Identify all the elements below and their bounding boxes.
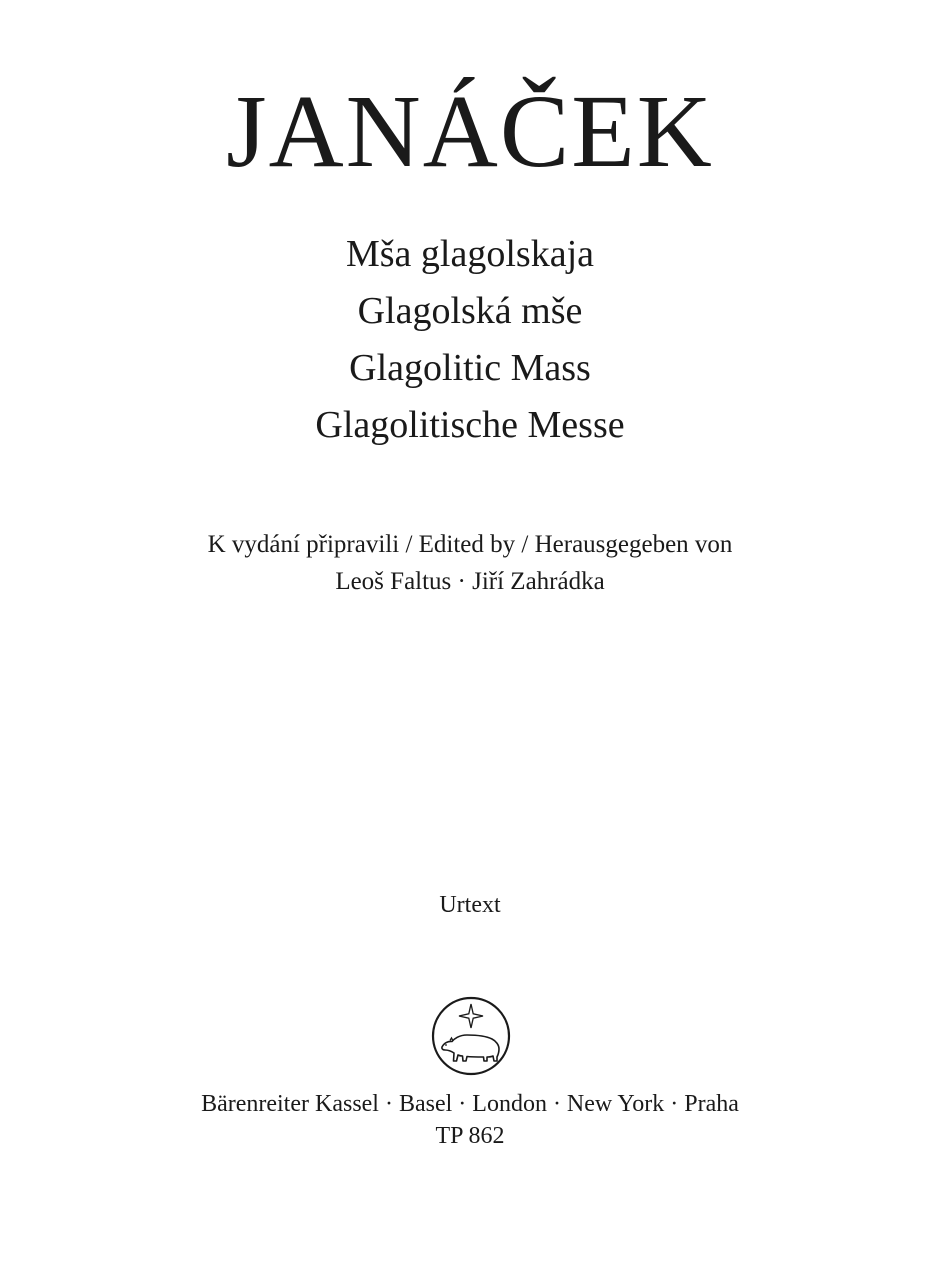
title-czech: Glagolská mše — [357, 290, 583, 332]
baerenreiter-bear-star-logo — [430, 995, 512, 1077]
work-titles — [0, 226, 940, 454]
title-english: Glagolitic Mass — [349, 347, 591, 389]
editors-label: K vydání připravili / Edited by / Herausgegeben von — [207, 531, 733, 558]
composer-name: JANÁČEK — [226, 74, 714, 189]
editors-block — [0, 526, 940, 600]
title-old-church-slavonic: Mša glagolskaja — [345, 233, 594, 275]
catalog-number: TP 862 — [435, 1123, 505, 1149]
publisher-cities: Bärenreiter Kassel · Basel · London · New York · Praha — [201, 1091, 739, 1117]
edition-type: Urtext — [439, 892, 501, 918]
editors-names: Leoš Faltus · Jiří Zahrádka — [335, 568, 605, 595]
title-german: Glagolitische Messe — [315, 404, 625, 446]
publisher-block — [0, 1088, 940, 1152]
